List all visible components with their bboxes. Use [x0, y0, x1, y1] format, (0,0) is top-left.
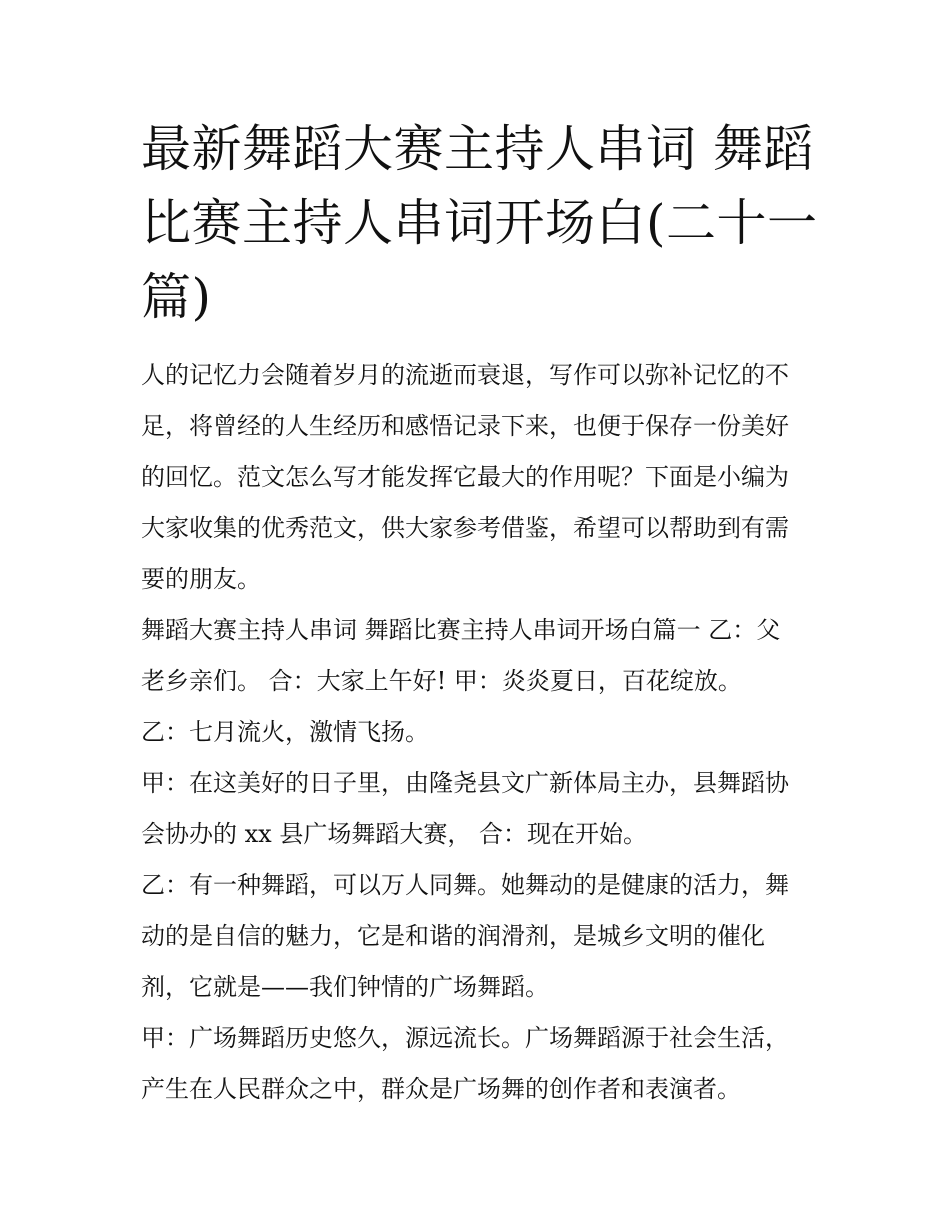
text-line: 乙：七月流火，激情飞扬。	[141, 718, 429, 746]
text-line: 动的是自信的魅力，它是和谐的润滑剂，是城乡文明的催化	[141, 922, 765, 950]
text-line: 甲：在这美好的日子里，由隆尧县文广新体局主办，县舞蹈协	[141, 769, 789, 797]
script-paragraph-opening	[141, 605, 813, 707]
text-line: 甲：广场舞蹈历史悠久，源远流长。广场舞蹈源于社会生活，	[141, 1024, 789, 1052]
text-line: 老乡亲们。 合：大家上午好! 甲：炎炎夏日，百花绽放。	[141, 667, 742, 695]
text-line: 人的记忆力会随着岁月的流逝而衰退，写作可以弥补记忆的不	[141, 361, 789, 389]
intro-paragraph	[141, 350, 813, 605]
text-line: 大家收集的优秀范文，供大家参考借鉴，希望可以帮助到有需	[141, 514, 789, 542]
script-paragraph-jia-2	[141, 1013, 813, 1115]
script-paragraph-yi-2	[141, 860, 813, 1013]
text-line: 的回忆。范文怎么写才能发挥它最大的作用呢？下面是小编为	[141, 463, 789, 491]
text-line: 足，将曾经的人生经历和感悟记录下来，也便于保存一份美好	[141, 412, 789, 440]
title-line: 最新舞蹈大赛主持人串词 舞蹈	[141, 120, 814, 178]
document-body	[141, 350, 813, 1115]
script-paragraph-jia-1	[141, 758, 813, 860]
title-line: 比赛主持人串词开场白(二十一	[141, 194, 818, 252]
text-line: 会协办的 xx 县广场舞蹈大赛， 合：现在开始。	[141, 820, 647, 848]
text-line: 乙：有一种舞蹈，可以万人同舞。她舞动的是健康的活力，舞	[141, 871, 789, 899]
text-line: 舞蹈大赛主持人串词 舞蹈比赛主持人串词开场白篇一 乙：父	[141, 616, 781, 644]
script-paragraph-yi-1	[141, 707, 813, 758]
text-line: 剂，它就是——我们钟情的广场舞蹈。	[141, 973, 549, 1001]
document-page	[141, 112, 818, 1115]
text-line: 要的朋友。	[141, 565, 261, 593]
document-title	[141, 112, 818, 334]
title-line: 篇)	[141, 268, 212, 326]
text-line: 产生在人民群众之中，群众是广场舞的创作者和表演者。	[141, 1075, 741, 1103]
